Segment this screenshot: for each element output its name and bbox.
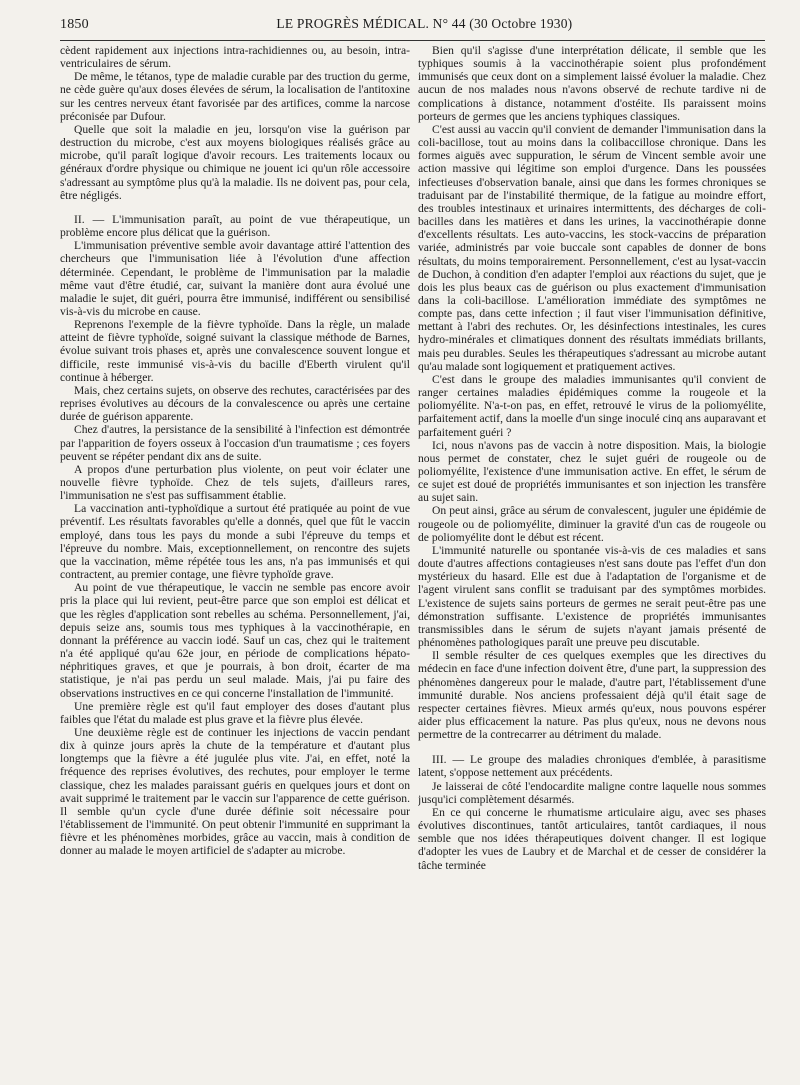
paragraph: Reprenons l'exemple de la fièvre typhoïde. Dans la règle, un malade atteint de fièvre typhoïde, soigné suivant la classique méthode de Barnes, évolue suivant trois phases et, après une convalescence souvent longue et difficile, reste immunisé vis-à-vis du bacille d'Eberth virulent qu'il continue à héberger. xyxy=(60,318,410,384)
section-heading-paragraph: II. — L'immunisation paraît, au point de vue thérapeutique, un problème encore plus délicat que la guérison. xyxy=(60,212,410,240)
left-column xyxy=(60,44,410,1074)
running-header xyxy=(60,16,760,38)
paragraph: De même, le tétanos, type de maladie curable par des truction du germe, ne cède guère qu'aux doses élevées de sérum, la localisation de l'antitoxine sur les centres nerveux étant favorisée par des artifices, comme la narcose préconisée par Dufour. xyxy=(60,70,410,123)
paragraph: C'est aussi au vaccin qu'il convient de demander l'immunisation dans la coli-bacillose, tout au moins dans la colibaccillose chronique. Dans les formes aiguës avec suppuration, le sérum de Vincent semble avoir une action massive qui légitime son emploi d'urgence. Dans les poussées infectieuses d'observation banale, ainsi que dans les formes chroniques se traduisant par de l'instabilité thermique, de la fatigue au moindre effort, des troubles intestinaux et urinaires intermittents, des décharges de coli-bacilles dans les matières et dans les urines, la vaccinothérapie donne d'excellents résultats. Les auto-vaccins, les stock-vaccins de préparation variée, administrés par voie buccale sont capables de donner de bons résultats, du moins temporairement. Personnellement, c'est au lysat-vaccin de Duchon, à condition d'en adapter l'emploi aux réactions du sujet, que je dois les plus beaux cas de guérison ou plus exactement d'immunisation dans la coli-bacillose. L'amélioration immédiate des symptômes ne compte pas, dans cette infection ; il faut viser l'immunisation définitive, mettant à l'abri des rechutes. Or, les désinfections intestinales, les cures hydro-minérales et climatiques donnent des résultats immédiats brillants, mais peu durables. Seules les thérapeutiques s'adressant au microbe autant qu'au malade sont logiquement et pratiquement actives. xyxy=(418,122,766,373)
paragraph: Je laisserai de côté l'endocardite maligne contre laquelle nous sommes jusqu'ici complètement désarmés. xyxy=(418,779,766,806)
paragraph: Une première règle est qu'il faut employer des doses d'autant plus faibles que l'état du malade est plus grave et la fièvre plus élevée. xyxy=(60,699,410,726)
paragraph: L'immunité naturelle ou spontanée vis-à-vis de ces maladies et sans doute d'autres affections contagieuses n'est sans doute pas l'effet d'un don mystérieux du hasard. Elle est due à l'adaptation de l'organisme et de l'agent virulent sans conflit se traduisant par des symptômes morbides. L'existence de sujets sains porteurs de germes ne serait peut-être pas une démonstration suffisante. L'existence de propriétés immunisantes transmissibles dans le sérum de sujets n'ayant jamais présenté de phénomènes pathologiques paraît une preuve peu discutable. xyxy=(418,543,766,650)
section-heading-paragraph: III. — Le groupe des maladies chroniques d'emblée, à parasitisme latent, s'oppose nettement aux précédents. xyxy=(418,753,766,780)
paragraph: Mais, chez certains sujets, on observe des rechutes, caractérisées par des reprises évolutives au décours de la convalescence ou après une certaine durée de guérison apparente. xyxy=(60,383,410,424)
paragraph: On peut ainsi, grâce au sérum de convalescent, juguler une épidémie de rougeole ou de poliomyélite, diminuer la gravité d'un cas de rougeole ou de poliomyélite dont le début est récent. xyxy=(418,504,766,544)
right-column xyxy=(418,44,766,1074)
paragraph: L'immunisation préventive semble avoir davantage attiré l'attention des chercheurs que l'immunisation liée à l'évolution d'une affection déterminée. Cependant, le problème de l'immunisation par la maladie même vaut d'être étudié, car, suivant la manière dont aura évolué une maladie le sujet, dit guéri, pourra être immunisé, indifférent ou sensibilisé vis-à-vis du microbe en cause. xyxy=(60,239,410,318)
header-rule xyxy=(60,40,765,41)
paragraph: Quelle que soit la maladie en jeu, lorsqu'on vise la guérison par destruction du microbe, c'est aux moyens biologiques réalisés grâce au microbe, qu'il paraît logique d'avoir recours. Les traitements locaux ou généraux d'ordre physique ou chimique ne jouent ici qu'un rôle accessoire s'adressant au symptôme plus qu'à la maladie. Ils ne doivent pas, pour cela, être négligés. xyxy=(60,122,410,202)
paragraph: En ce qui concerne le rhumatisme articulaire aigu, avec ses phases évolutives discontinues, tantôt articulaires, tantôt cardiaques, il nous semble que nos idées thérapeutiques doivent changer. Il est logique d'adopter les vues de Laubry et de Marchal et de cesser de considérer la tâche terminée xyxy=(418,805,766,872)
paragraph: Ici, nous n'avons pas de vaccin à notre disposition. Mais, la biologie nous permet de constater, chez le sujet guéri de rougeole ou de poliomyélite, l'existence d'une immunisation active. En effet, le sérum de ce sujet est doué de propriétés immunisantes et son injection les transfère au sujet sain. xyxy=(418,438,766,505)
paragraph: cèdent rapidement aux injections intra-rachidiennes ou, au besoin, intra-ventriculaires de sérum. xyxy=(60,44,410,71)
paragraph: Une deuxième règle est de continuer les injections de vaccin pendant dix à quinze jours après la chute de la température et d'autant plus longtemps que la fièvre a été jugulée plus vite. J'ai, en effet, noté la fréquence des reprises évolutives, des rechutes, pour employer le terme classique, chez les malades paraissant guéris en quelques jours et dont on avait supprimé le traitement par le vaccin sur l'apparence de cette guérison. Il semble qu'un cycle d'une durée définie soit nécessaire pour l'établissement de l'immunité. On peut obtenir l'immunité en supprimant la fièvre et les phénomènes morbides, grâce au vaccin, mais à condition de donner au malade le moyen artificiel de s'adapter au microbe. xyxy=(60,725,410,858)
paragraph: Il semble résulter de ces quelques exemples que les directives du médecin en face d'une infection doivent être, d'une part, la suppression des phénomènes dangereux pour le malade, d'autre part, l'établissement d'une immunité durable. Nos anciens professaient déjà qu'il était sage de respecter certaines fièvres. Mieux armés qu'eux, nous pouvons espérer aider plus efficacement la nature. Pas plus qu'eux, nous ne devons nous permettre de la contrecarrer au détriment du malade. xyxy=(418,649,766,742)
paragraph: A propos d'une perturbation plus violente, on peut voir éclater une nouvelle fièvre typhoïde. Chez de tels sujets, d'ailleurs rares, l'immunisation ne s'est pas suffisamment établie. xyxy=(60,462,410,503)
paragraph: C'est dans le groupe des maladies immunisantes qu'il convient de ranger certaines maladies épidémiques comme la rougeole et la poliomyélite. N'a-t-on pas, en effet, retrouvé le virus de la poliomyélite, parfaitement actif, dans la moelle d'un singe inoculé cinq ans auparavant et parfaitement guéri ? xyxy=(418,372,766,439)
paragraph: Chez d'autres, la persistance de la sensibilité à l'infection est démontrée par l'apparition de foyers osseux à l'occasion d'un traumatisme ; ces foyers peuvent se répéter pendant dix ans de suite. xyxy=(60,423,410,463)
paragraph: La vaccination anti-typhoïdique a surtout été pratiquée au point de vue préventif. Les résultats favorables qu'elle a donnés, quel que fût le vaccin employé, dans tous les pays du monde a subi l'épreuve du temps et l'épreuve du nombre. Mais, exceptionnellement, on rencontre des sujets que la vaccination, même répétée tous les ans, n'a pas immunisés et qui contractent, au premier contage, une fièvre typhoïde grave. xyxy=(60,502,410,582)
running-title: LE PROGRÈS MÉDICAL. N° 44 (30 Octobre 1930) xyxy=(276,16,573,31)
page-number: 1850 xyxy=(60,17,89,32)
paragraph: Au point de vue thérapeutique, le vaccin ne semble pas encore avoir pris la place qui lui revient, peut-être parce que son emploi est délicat et que les règles d'application sont rebelles au schéma. Personnellement, j'ai, depuis seize ans, soumis tous mes typhiques à la vaccinothérapie, en donnant la préférence au vaccin iodé. Sauf un cas, chez qui le traitement n'a été appliqué qu'au 62e jour, en période de complications hépato-néphritiques graves, et que je pourrais, à bon droit, écarter de ma statistique, je n'ai pas perdu un seul malade. Mais, j'ai pu faire des observations instructives en ce qui concerne l'installation de l'immunité. xyxy=(60,581,410,700)
paragraph: Bien qu'il s'agisse d'une interprétation délicate, il semble que les typhiques soumis à la vaccinothérapie soient plus profondément immunisés que ceux dont on a simplement laissé évoluer la maladie. Chez aucun de nos malades nous n'avons observé de rechute tardive ni de complications à distance, notamment d'ostéite. Ils paraissent moins porteurs de germes que les anciens typhiques classiques. xyxy=(418,44,766,123)
